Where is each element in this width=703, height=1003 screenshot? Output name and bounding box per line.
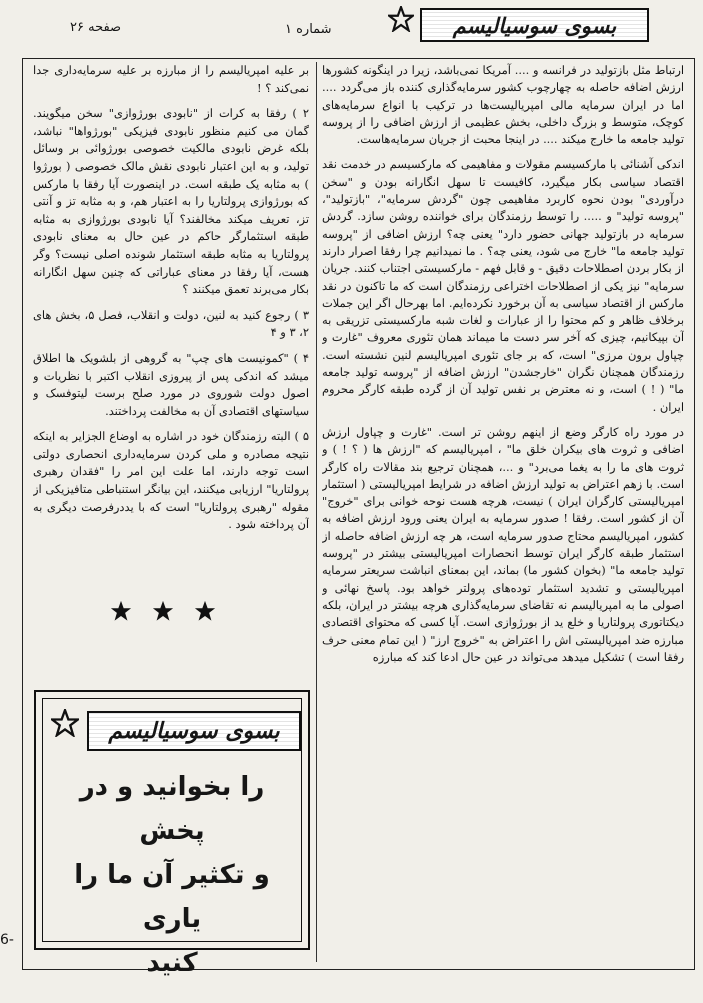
footnote-2: ۲ ) رفقا به کرات از "نابودی بورژوازی" سخن میگویند. گمان می کنیم منظور نابودی فیزیکی "بورژواها" نباشد، بلکه غرض نابودی مالکیت خصوصی بورژوائی بر وسائل تولید، و به این اعتبار نابودی نقش مالک خصوصی ( بورژوا ) به مثابه یک طبقه است. در اینصورت آیا رفقا با مارکس که بورژوازی پرولتاریا را به اعتبار هم، و به مثابه تز و آنتی تز، تعریف میکند مخالفند؟ آیا نابودی بورژوازی به مثابه طبقه استثمارگر حاکم در عین حال به معنای نابودی پرولتاریا به مثابه طبقه استثمار شونده اصلی نیست؟ وگر هست، آیا رفقا در معنای عباراتی که چنین سهل انگارانه بکار می‌برند تعمق میکنند ؟ [33,106,309,297]
paragraph: ارتباط مثل بازتولید در فرانسه و .... آمریکا نمی‌باشد، زیرا در اینگونه کشورها ارزش اضافه حاصله به چهارچوب کشور سرمایه‌گذاری کننده باز می‌گردد .... اما در ایران سرمایه مالی امپریالیست‌ها در ترکیب با انواع سرمایه‌های کوچک، متوسط و بزرگ داخلی، بخش عظیمی از ارزش اضافی را از پروسه تولید جامعه ما خارج میکند .... در اینجا محبت از جریان سرمایه‌هاست. [322,63,684,147]
advert-inner-border [42,698,302,978]
star-icon [152,600,174,622]
advert-line: را بخوانید و در پخش [79,772,265,846]
margin-note: 6- [0,932,14,948]
star-icon [51,709,79,737]
masthead-logo: بسوی سوسیالیسم [420,8,649,42]
star-icon [194,600,216,622]
advert-text [51,765,293,985]
left-column [33,62,309,602]
paragraph: در مورد راه کارگر وضع از اینهم روشن تر است. "غارت و چپاول ارزش اضافی و ثروت های بیکران خلق ما" ، امپریالیسم که "ارزش ها ( ؟ ! ) و ثروت های ما را به یغما می‌برد" و ...، همچنان ترجیع بند مقالات راه کارگر است. با زهم اعتراض به تولید ارزش اضافه در شرایط امپریالیستی ( استثمار امپریالیستی کارگران ایران ) نیست، هرچه هست نوحه خوانی برای "خروج" آن از کشور است. رفقا ! صدور سرمایه به ایران یعنی ورود ارزش اضافه به کشور، امپریالیسم محتاج صدور سرمایه است، هر چه ارزش اضافه حاصله از استثمار طبقه کارگر ایران توسط انحصارات امپریالیستی بیشتر در "پروسه تولید جامعه ما" (بخوان کشور ما) بماند، این بمعنای انباشت سریعتر سرمایه امپریالیستی و تشدید استثمار توده‌های پرولتر خواهد بود. پاسخ نهائی و اصولی ما به امپریالیسم نه تقاضای سرمایه‌گذاری هرچه بیشتر در ایران، بلکه دیکتاتوری پرولتاریا و خلع ید از بورژوازی است. آیا کسی که محتوای اقتصادی مبارزه ضد امپریالیستی اش را اعتراض به "خروج ارز" ( این تمام معنی حرف رفقا است ) تشکیل میدهد می‌تواند در عین حال ادعا کند که مبارزه [322,424,684,664]
right-column [322,62,684,962]
footnote-5: ۵ ) البته رزمندگان خود در اشاره به اوضاع الجزایر به اینکه نتیجه مصادره و ملی کردن سرمایه‌داری انحصاری دولتی است توجه دارند، اما علت این امر را "فقدان رهبری پرولتاریا" ارزیابی میکنند، این بیانگر استنباطی متافیزیکی از مقوله "رهبری پرولتاریا" است که با یددرفرصت دیگری به آن پرداخته شود . [33,429,309,532]
column-divider [316,62,317,962]
page-number: صفحه ۲۶ [70,20,122,35]
star-icon [388,6,414,32]
issue-number: شماره ۱ [285,22,332,37]
advert-line: و تکثیر آن ما را یاری [74,860,270,934]
paragraph: اندکی آشنائی با مارکسیسم مقولات و مفاهیمی که مارکسیسم در خدمت نقد اقتصاد سیاسی بکار میگیرد، کافیست تا سهل انگارانه بودن و "سخن درآوردی" بودن نحوه کاربرد مفاهیمی چون "گردش سرمایه"، "بازتولید"، "پروسه تولید" و ..... را توسط رزمندگان برای خواننده روشن سازد. گردش سرمایه در بازتولید جهانی حضور دارد" یعنی چه؟ ارزش اضافی از "پروسه تولید جامعه ما" خارج می شود، یعنی چه؟ . ما نمیدانیم چرا رفقا اصرار دارند از بکار بردن اصطلاحات دقیق - و قابل فهم - مارکسیستی اجتناب کنند. جریان سرمایه" نیز یکی از اصطلاحات اختراعی رزمندگان است که ما تاکنون در نقد مارکس از اقتصاد سیاسی به آن برخورد نکرده‌ایم. اما بهرحال اگر این جملات برخلاف ظاهر و کم محتوا را از عبارات و لغات شبه مارکسیستی تزریقی به آن بپیکانیم، چیزی که آخر سر دست ما میماند همان تئوری معروف "غارت و چپاول برون مرزی" است، که بر جای تئوری امپریالیسم لنین نشسته است. رزمندگان همچنان نگران "خارجشدن" ارزش اضافه از "پروسه تولید جامعه ما" ( ! ) است، و نه معترض بر نفس تولید آن از گرده طبقه کارگر محروم ایران . [322,157,684,414]
paragraph: بر علیه امپریالیسم را از مبارزه بر علیه سرمایه‌داری جدا نمی‌کند ؟ ! [33,63,309,95]
star-icon [110,600,132,622]
advert-logo: بسوی سوسیالیسم [87,711,301,751]
advert-line: کنید [146,948,198,978]
page-header [0,0,703,48]
section-stars [110,600,230,628]
footnote-4: ۴ ) "کمونیست های چپ" به گروهی از بلشویک ها اطلاق میشد که اندکی پس از پیروزی انقلاب اکتبر با نظریات و اصول دولت شوروی در مورد صلح برست لیتوفسک و سیاستهای اقتصادی آن به مخالفت پرداختند. [33,350,309,418]
footnote-3: ۳ ) رجوع کنید به لنین، دولت و انقلاب، فصل ۵، بخش های ۲، ۳ و ۴ [33,307,309,340]
advert-box [34,690,310,978]
